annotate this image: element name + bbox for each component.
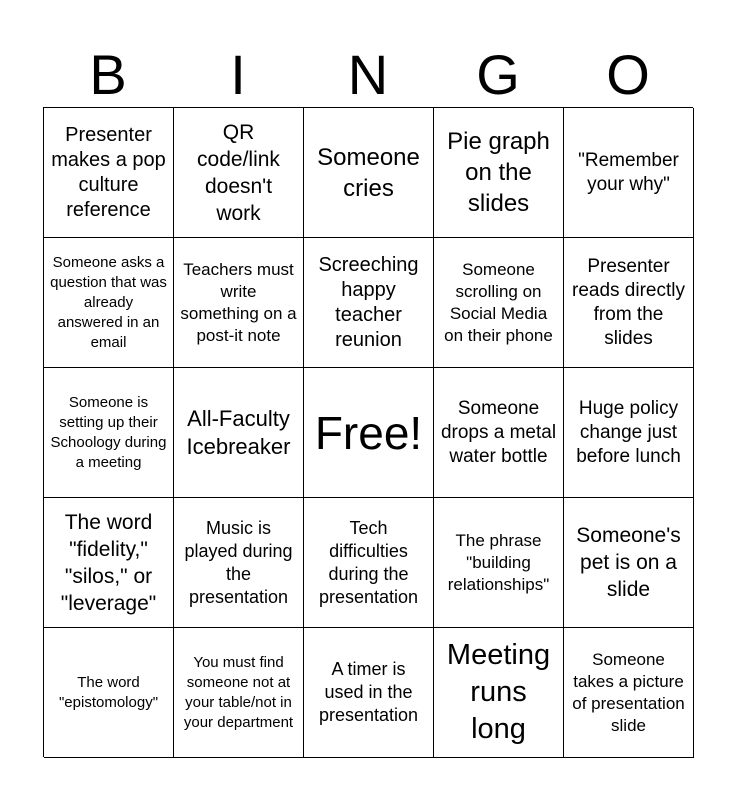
cell-text: The word "epistomology" xyxy=(58,673,159,711)
bingo-cell[interactable] xyxy=(564,498,694,628)
bingo-cell[interactable] xyxy=(174,368,304,498)
cell-text: The phrase "building relationships" xyxy=(447,530,550,594)
cell-text: Someone asks a question that was already answered in an email xyxy=(50,253,167,351)
bingo-cell[interactable] xyxy=(44,628,174,758)
bingo-cell[interactable] xyxy=(434,368,564,498)
bingo-cell[interactable] xyxy=(174,108,304,238)
bingo-cell[interactable] xyxy=(44,108,174,238)
cell-text: All-Faculty Icebreaker xyxy=(186,405,291,459)
bingo-grid xyxy=(43,107,693,757)
cell-text: Meeting runs long xyxy=(446,639,551,745)
cell-text: Someone scrolling on Social Media on their phone xyxy=(444,259,553,345)
cell-text: Huge policy change just before lunch xyxy=(576,397,681,467)
bingo-cell[interactable] xyxy=(434,498,564,628)
cell-text: Presenter reads directly from the slides xyxy=(572,255,685,349)
cell-text: Screeching happy teacher reunion xyxy=(318,253,419,351)
bingo-cell[interactable] xyxy=(44,498,174,628)
cell-text: Teachers must write something on a post-it note xyxy=(180,259,297,345)
bingo-cell[interactable] xyxy=(304,498,434,628)
cell-text: "Remember your why" xyxy=(578,149,679,195)
bingo-cell[interactable] xyxy=(564,368,694,498)
bingo-cell[interactable] xyxy=(564,628,694,758)
cell-text: The word "fidelity," "silos," or "leverage" xyxy=(60,510,157,615)
bingo-header xyxy=(43,44,693,106)
bingo-cell[interactable] xyxy=(174,628,304,758)
cell-text: Someone cries xyxy=(317,143,420,202)
cell-text: Free! xyxy=(314,406,423,459)
bingo-cell[interactable] xyxy=(44,368,174,498)
bingo-cell[interactable] xyxy=(434,238,564,368)
cell-text: Presenter makes a pop culture reference xyxy=(51,123,166,221)
bingo-cell[interactable] xyxy=(564,108,694,238)
bingo-cell[interactable] xyxy=(44,238,174,368)
header-letter-i: I xyxy=(230,43,246,106)
bingo-cell[interactable] xyxy=(174,238,304,368)
cell-text: A timer is used in the presentation xyxy=(318,659,419,725)
header-letter-n: N xyxy=(347,43,389,106)
cell-text: QR code/link doesn't work xyxy=(197,120,280,225)
bingo-cell[interactable] xyxy=(434,108,564,238)
cell-text: Music is played during the presentation xyxy=(184,517,293,607)
bingo-cell-free[interactable] xyxy=(304,368,434,498)
cell-text: Pie graph on the slides xyxy=(447,128,550,217)
cell-text: Tech difficulties during the presentation xyxy=(318,517,419,607)
header-letter-b: B xyxy=(89,43,127,106)
cell-text: Someone takes a picture of presentation slide xyxy=(572,649,685,735)
bingo-cell[interactable] xyxy=(304,628,434,758)
cell-text: Someone's pet is on a slide xyxy=(576,524,681,601)
cell-text: You must find someone not at your table/not in your department xyxy=(183,653,294,731)
bingo-cell[interactable] xyxy=(304,108,434,238)
bingo-cell[interactable] xyxy=(434,628,564,758)
bingo-cell[interactable] xyxy=(564,238,694,368)
cell-text: Someone drops a metal water bottle xyxy=(440,397,557,467)
cell-text: Someone is setting up their Schoology during a meeting xyxy=(50,393,167,471)
header-letter-g: G xyxy=(476,43,520,106)
bingo-cell[interactable] xyxy=(174,498,304,628)
header-letter-o: O xyxy=(606,43,650,106)
bingo-cell[interactable] xyxy=(304,238,434,368)
